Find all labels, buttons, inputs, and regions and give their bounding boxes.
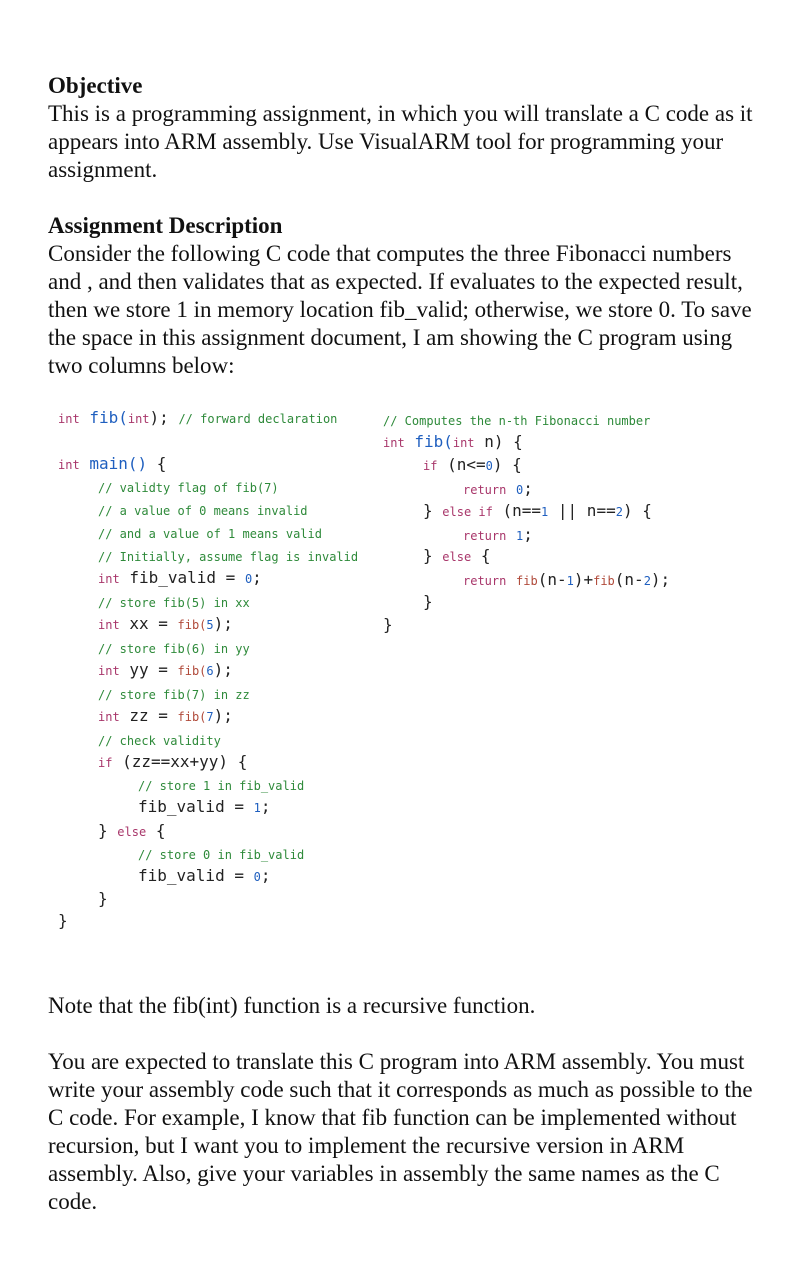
code-token: fib_valid = — [138, 797, 244, 816]
code-token: 0 — [485, 459, 493, 473]
code-token: int — [383, 436, 405, 450]
code-token: ; — [523, 525, 533, 544]
code-token: zz = — [129, 706, 168, 725]
code-token: ; — [260, 797, 271, 816]
code-comment: // store 0 in fib_valid — [138, 848, 305, 862]
code-token: return — [463, 483, 507, 497]
code-line — [98, 660, 233, 681]
code-token: 7 — [206, 710, 214, 724]
code-token: return — [463, 529, 507, 543]
objective-text: This is a programming assignment, in which you will translate a C code as it appears into ARM assembly. Use VisualARM tool for programming your assignment. — [48, 101, 753, 182]
code-line — [463, 570, 670, 591]
code-token: else — [442, 550, 472, 564]
code-line — [463, 479, 533, 500]
code-brace: } — [423, 592, 433, 611]
code-token: 1 — [566, 574, 574, 588]
code-token: 6 — [206, 664, 214, 678]
code-token: 0 — [253, 870, 261, 884]
code-token: } — [423, 501, 433, 520]
code-token: yy = — [129, 660, 168, 679]
code-token: int — [452, 436, 475, 450]
code-token: else — [117, 825, 147, 839]
code-token: int — [98, 710, 120, 724]
code-line — [98, 614, 233, 635]
code-line — [58, 408, 337, 429]
code-token: fib( — [177, 710, 207, 724]
code-token: ); — [213, 614, 233, 633]
code-token: int — [98, 664, 120, 678]
code-token: 2 — [615, 505, 623, 519]
code-brace: } — [383, 615, 393, 634]
code-token: ; — [252, 568, 262, 587]
code-comment: // a value of 0 means invalid — [98, 504, 308, 518]
code-line — [463, 525, 533, 546]
code-token: ; — [260, 866, 271, 885]
code-line — [138, 797, 270, 818]
expectation-section — [48, 1048, 768, 1216]
code-comment: // validty flag of fib(7) — [98, 481, 279, 495]
code-token: if — [423, 459, 438, 473]
code-token: xx = — [129, 614, 168, 633]
objective-section — [48, 72, 768, 184]
code-line — [98, 752, 247, 773]
code-token: ); — [650, 570, 671, 589]
code-token: 0 — [516, 483, 524, 497]
code-token: (n<= — [447, 455, 486, 474]
code-token: ) { — [492, 455, 522, 474]
code-token: ); — [149, 408, 169, 427]
code-token: ); — [213, 660, 233, 679]
code-token: fib — [593, 574, 615, 588]
code-token: int — [98, 572, 120, 586]
code-line — [98, 568, 262, 589]
code-token: 1 — [516, 529, 524, 543]
code-token: (n- — [537, 570, 567, 589]
code-token: else if — [442, 505, 493, 519]
code-token: (zz==xx+yy) { — [122, 752, 248, 771]
code-brace: } — [98, 889, 108, 908]
code-token: 1 — [253, 801, 261, 815]
code-token: fib_valid = — [138, 866, 244, 885]
code-token: { — [156, 454, 167, 473]
code-token: if — [98, 756, 113, 770]
code-token: main() — [89, 454, 148, 473]
code-token: int — [127, 412, 150, 426]
assignment-text: Consider the following C code that computes the three Fibonacci numbers and , and then validates that as expected. If evaluates to the expected result, then we store 1 in memory location fib_valid; otherwise, we store 0. To save the space in this assignment document, I am showing the C program using two columns below: — [48, 241, 752, 378]
code-line — [423, 455, 522, 476]
code-token: )+ — [573, 570, 594, 589]
code-token: fib( — [177, 618, 207, 632]
assignment-section — [48, 212, 768, 380]
assignment-heading: Assignment Description — [48, 213, 283, 238]
code-comment: // store fib(5) in xx — [98, 596, 250, 610]
objective-heading: Objective — [48, 73, 143, 98]
code-comment: // forward declaration — [178, 412, 338, 426]
note-section — [48, 992, 768, 1020]
code-line — [423, 501, 652, 522]
code-line — [98, 706, 233, 727]
code-token: fib_valid = — [129, 568, 236, 587]
code-token: ) { — [622, 501, 652, 520]
code-line — [423, 546, 490, 567]
code-token: return — [463, 574, 507, 588]
note-text: Note that the fib(int) function is a recursive function. — [48, 993, 536, 1018]
code-token: 5 — [206, 618, 214, 632]
code-token: fib( — [89, 408, 128, 427]
code-token: fib( — [414, 432, 453, 451]
code-token: } — [98, 821, 108, 840]
code-token: { — [480, 546, 491, 565]
expectation-text: You are expected to translate this C program into ARM assembly. You must write your assembly code such that it corresponds as much as possible to the C code. For example, I know that fib function can be implemented without recursion, but I want you to implement the recursive version in ARM assembly. Also, give your variables in assembly the same names as the C code. — [48, 1049, 753, 1214]
code-token: int — [58, 412, 80, 426]
code-token: ; — [523, 479, 533, 498]
code-token: 0 — [244, 572, 253, 586]
code-token: int — [98, 618, 120, 632]
code-token: fib — [516, 574, 538, 588]
code-comment: // store fib(6) in yy — [98, 642, 250, 656]
code-line — [138, 866, 270, 887]
code-token: (n- — [614, 570, 644, 589]
code-line — [58, 454, 166, 475]
code-line — [383, 432, 523, 453]
code-token: { — [155, 821, 166, 840]
code-brace: } — [58, 911, 68, 930]
code-token: } — [423, 546, 433, 565]
code-comment: // store 1 in fib_valid — [138, 779, 305, 793]
code-token: (n== — [502, 501, 542, 520]
code-comment: // and a value of 1 means valid — [98, 527, 322, 541]
code-token: n) { — [484, 432, 523, 451]
code-comment: // Computes the n-th Fibonacci number — [383, 414, 651, 428]
code-comment: // Initially, assume flag is invalid — [98, 550, 359, 564]
code-token: || n== — [557, 501, 616, 520]
code-comment: // store fib(7) in zz — [98, 688, 250, 702]
code-token: 1 — [541, 505, 549, 519]
code-token: ); — [213, 706, 233, 725]
code-token: 2 — [643, 574, 651, 588]
code-comment: // check validity — [98, 734, 221, 748]
code-line — [98, 821, 165, 842]
code-token: fib( — [177, 664, 207, 678]
code-token: int — [58, 458, 80, 472]
